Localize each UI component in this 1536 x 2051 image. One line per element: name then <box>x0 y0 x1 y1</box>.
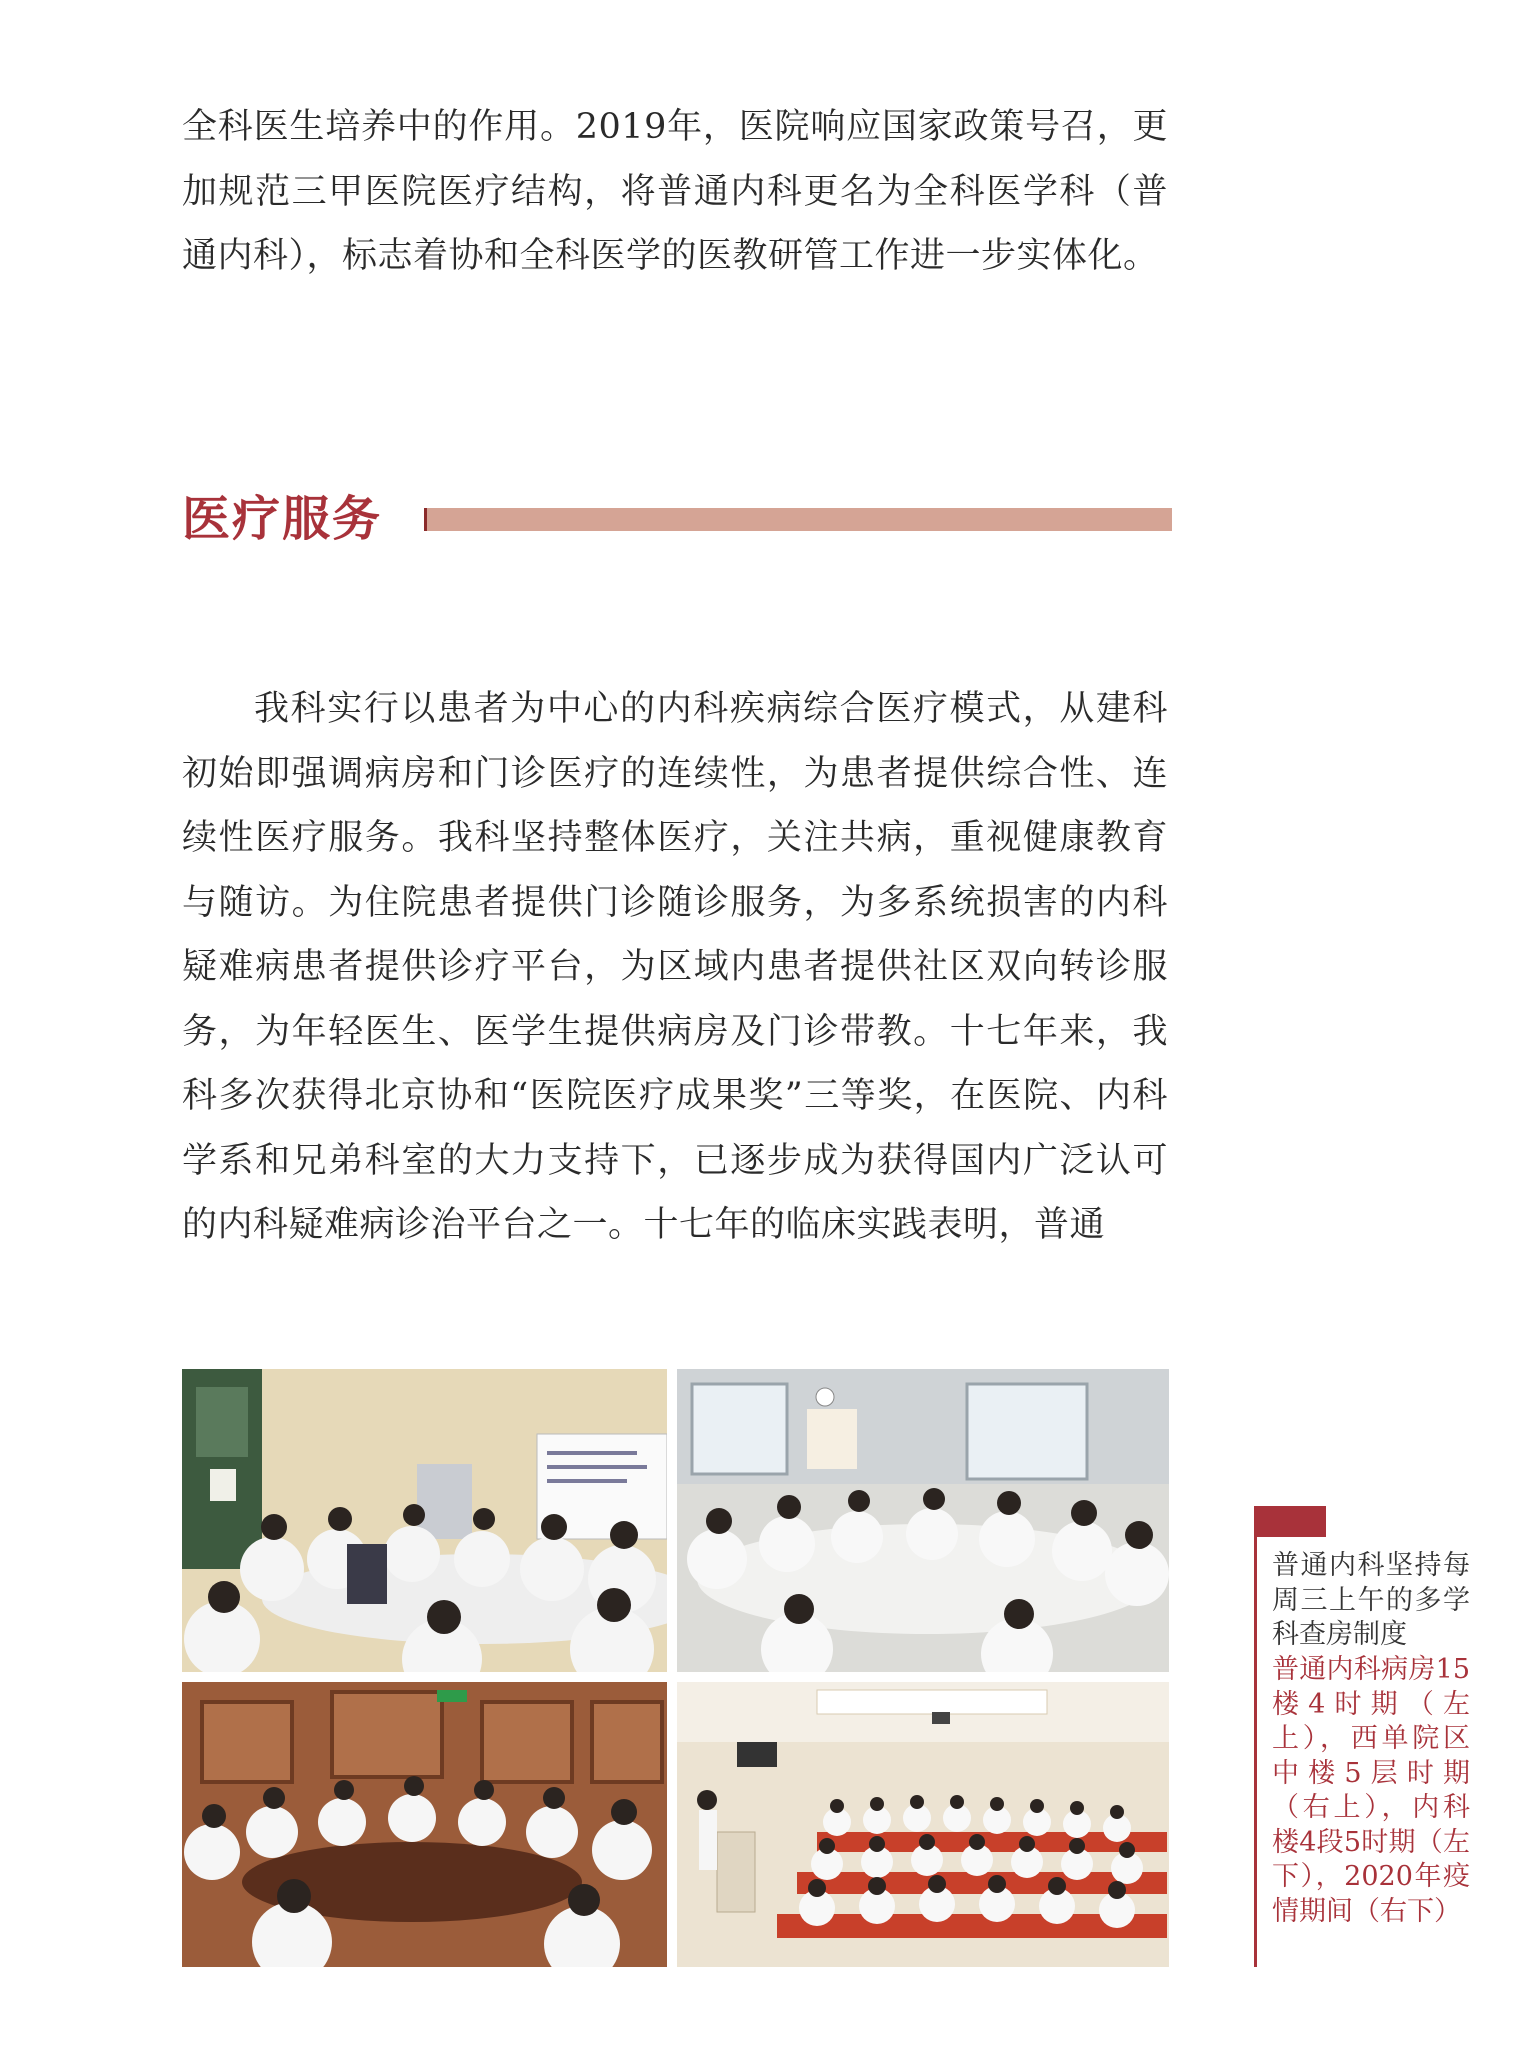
photo-auditorium-lecture <box>677 1682 1169 1967</box>
section-title-bar <box>424 508 1172 531</box>
caption-accent-line <box>1254 1506 1257 1967</box>
photo-meeting-ward <box>182 1369 667 1672</box>
caption-accent-tab <box>1254 1506 1326 1537</box>
photo-conference-room <box>182 1682 667 1967</box>
caption-detail: 普通内科病房15楼4时期（左上），西单院区中楼5层时期（右上），内科楼4段5时期（左下），2020年疫情期间（右下） <box>1272 1654 1470 1927</box>
photo-round-table-meeting <box>677 1369 1169 1672</box>
intro-paragraph: 全科医生培养中的作用。2019年，医院响应国家政策号召，更加规范三甲医院医疗结构，将普通内科更名为全科医学科（普通内科），标志着协和全科医学的医教研管工作进一步实体化。 <box>182 107 1168 276</box>
body-paragraph: 我科实行以患者为中心的内科疾病综合医疗模式，从建科初始即强调病房和门诊医疗的连续性，为患者提供综合性、连续性医疗服务。我科坚持整体医疗，关注共病，重视健康教育与随访。为住院患者提供门诊随诊服务，为多系统损害的内科疑难病患者提供诊疗平台，为区域内患者提供社区双向转诊服务，为年轻医生、医学生提供病房及门诊带教。十七年来，我科多次获得北京协和“医院医疗成果奖”三等奖，在医院、内科学系和兄弟科室的大力支持下，已逐步成为获得国内广泛认可的内科疑难病诊治平台之一。十七年的临床实践表明，普通 <box>182 689 1168 1245</box>
caption-main: 普通内科坚持每周三上午的多学科查房制度 <box>1272 1550 1470 1650</box>
section-title: 医疗服务 <box>182 491 383 547</box>
